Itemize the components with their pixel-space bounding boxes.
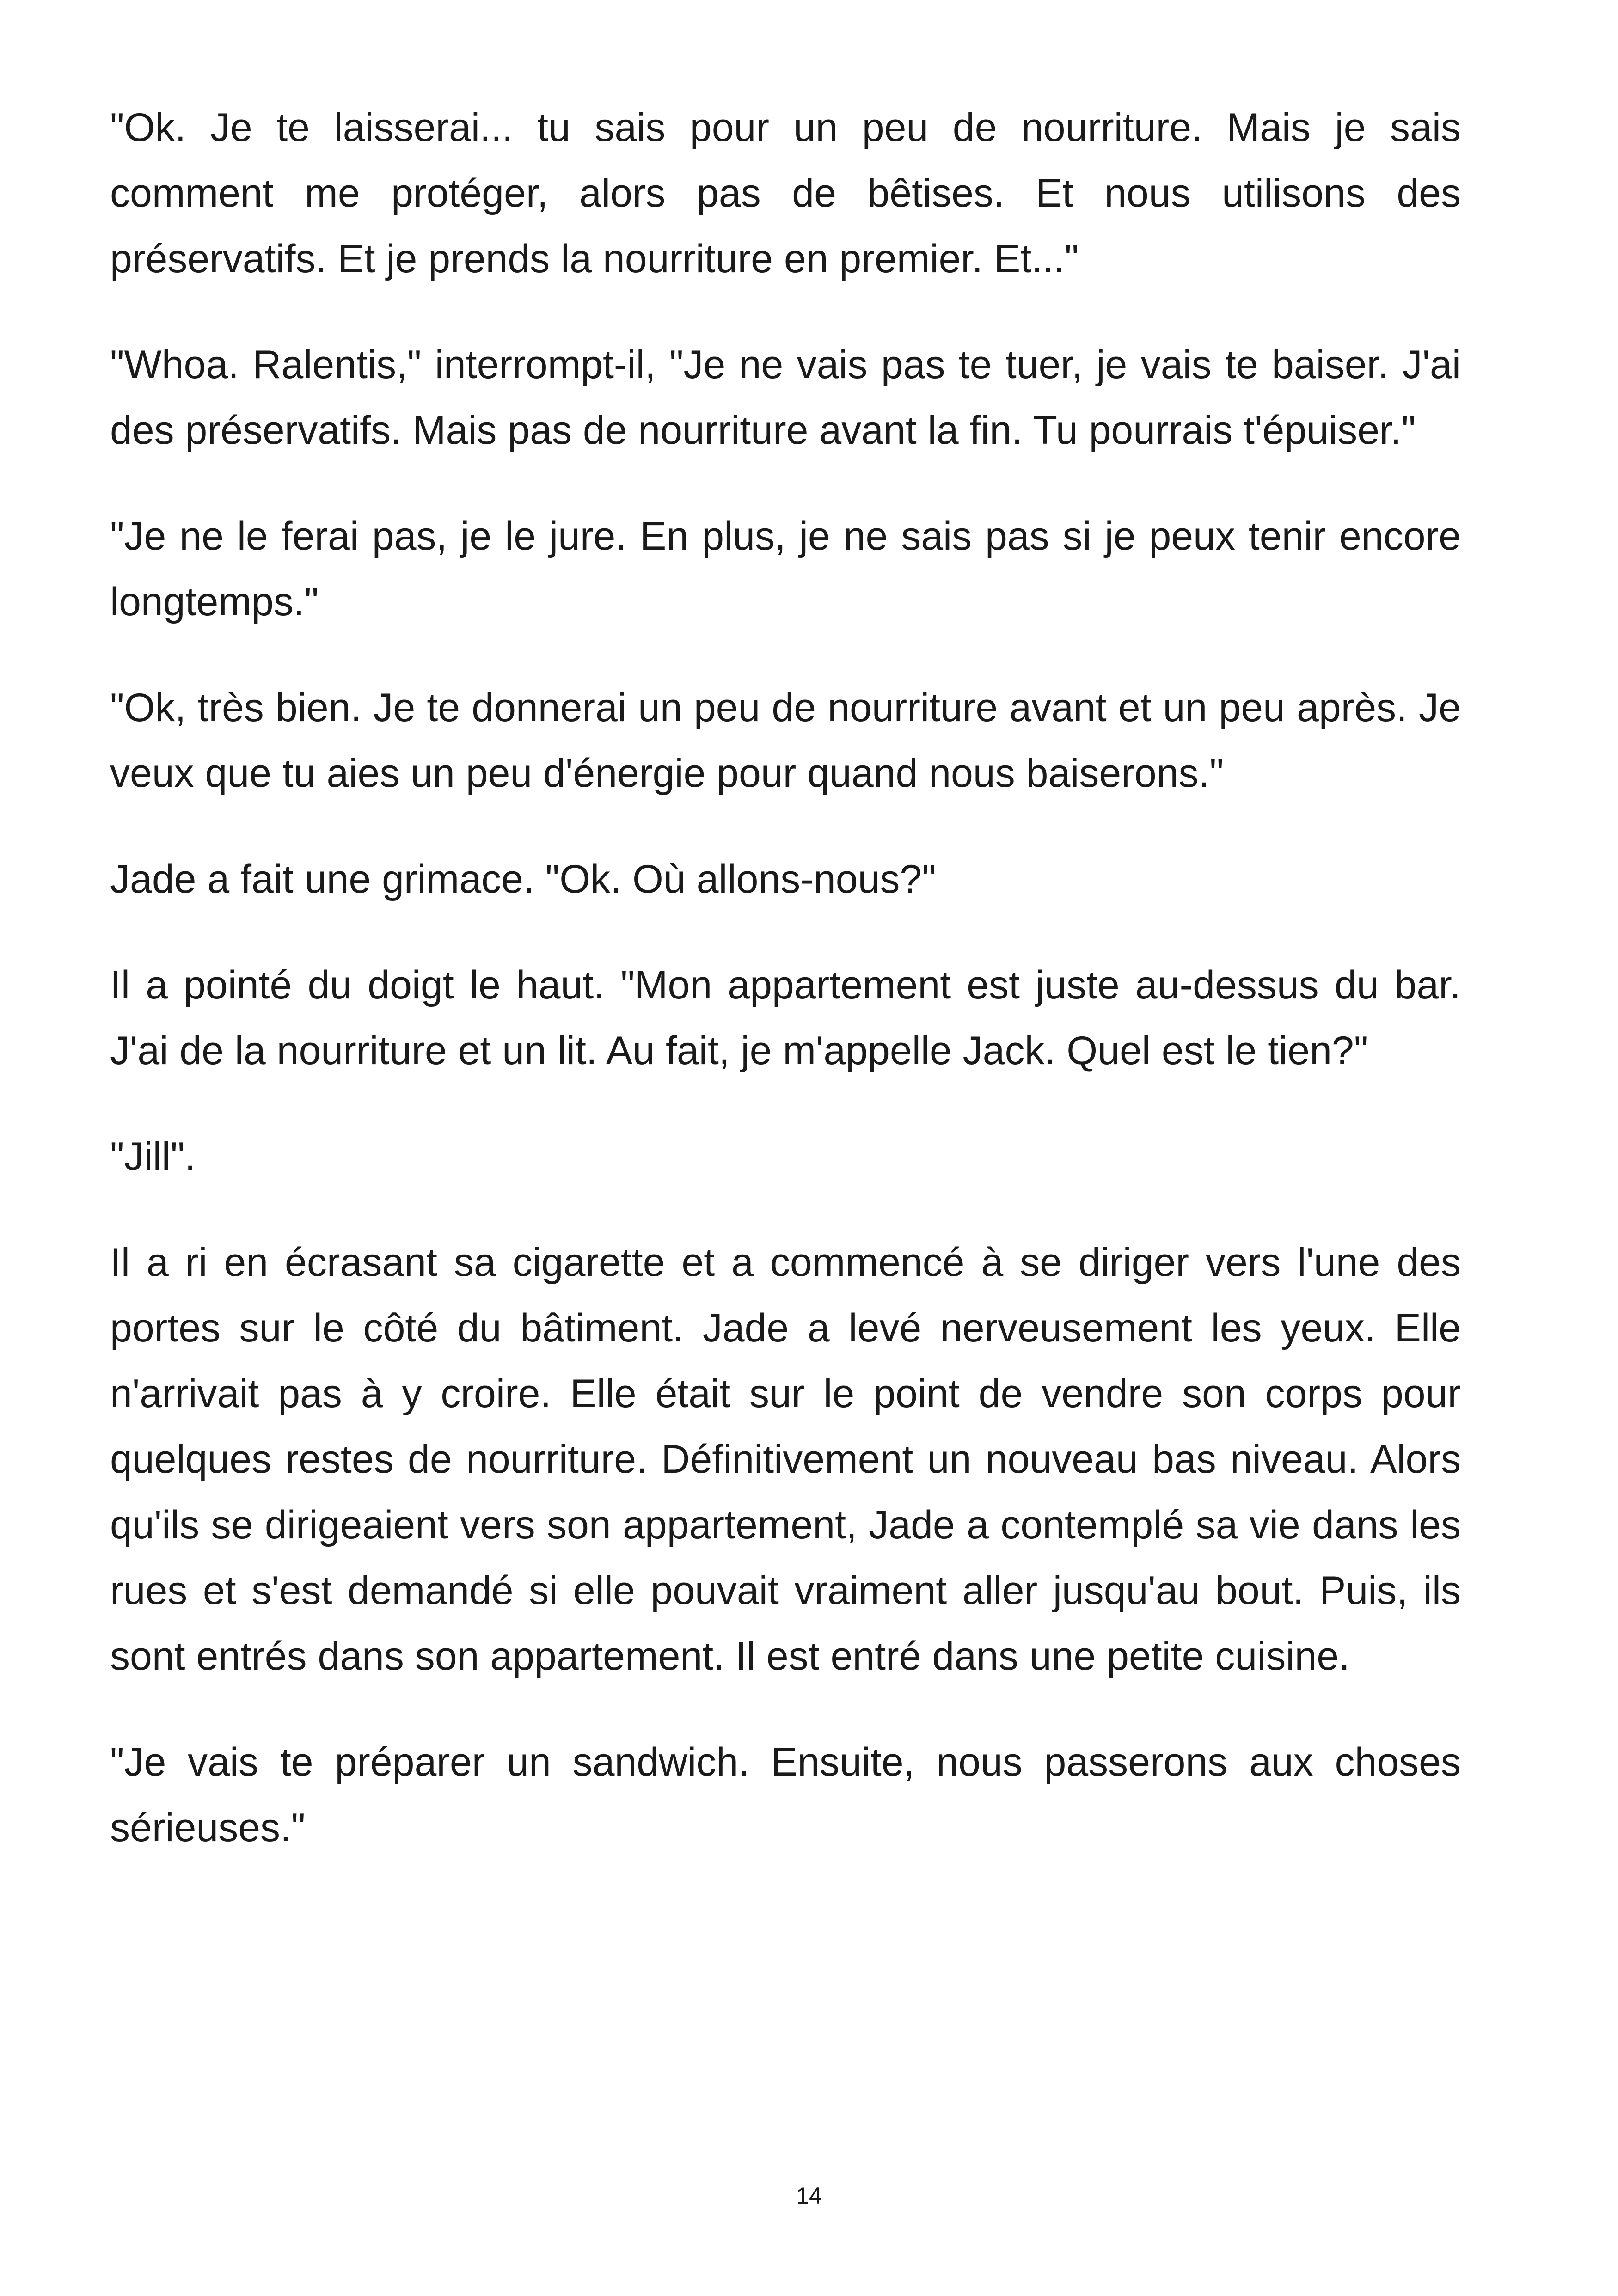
paragraph: "Whoa. Ralentis," interrompt-il, "Je ne vais pas te tuer, je vais te baiser. J'ai des préservatifs. Mais pas de nourriture avant la fin. Tu pourrais t'épuiser." xyxy=(110,343,1461,453)
body-text xyxy=(110,95,1461,1901)
paragraph: Jade a fait une grimace. "Ok. Où allons-nous?" xyxy=(110,857,936,901)
paragraph: "Je vais te préparer un sandwich. Ensuite, nous passerons aux choses sérieuses." xyxy=(110,1740,1461,1850)
paragraph: Il a ri en écrasant sa cigarette et a commencé à se diriger vers l'une des portes sur le côté du bâtiment. Jade a levé nerveusement les yeux. Elle n'arrivait pas à y croire. Elle était sur le point de vendre son corps pour quelques restes de nourriture. Définitivement un nouveau bas niveau. Alors qu'ils se dirigeaient vers son appartement, Jade a contemplé sa vie dans les rues et s'est demandé si elle pouvait vraiment aller jusqu'au bout. Puis, ils sont entrés dans son appartement. Il est entré dans une petite cuisine. xyxy=(110,1240,1461,1678)
paragraph: "Je ne le ferai pas, je le jure. En plus, je ne sais pas si je peux tenir encore longtemps." xyxy=(110,514,1461,624)
paragraph: "Ok, très bien. Je te donnerai un peu de nourriture avant et un peu après. Je veux que tu aies un peu d'énergie pour quand nous baiserons." xyxy=(110,686,1461,796)
paragraph: Il a pointé du doigt le haut. "Mon appartement est juste au-dessus du bar. J'ai de la nourriture et un lit. Au fait, je m'appelle Jack. Quel est le tien?" xyxy=(110,963,1461,1073)
paragraph: "Ok. Je te laisserai... tu sais pour un peu de nourriture. Mais je sais comment me protéger, alors pas de bêtises. Et nous utilisons des préservatifs. Et je prends la nourriture en premier. Et..." xyxy=(110,105,1461,281)
paragraph: "Jill". xyxy=(110,1134,196,1179)
page-number: 14 xyxy=(796,2183,822,2209)
